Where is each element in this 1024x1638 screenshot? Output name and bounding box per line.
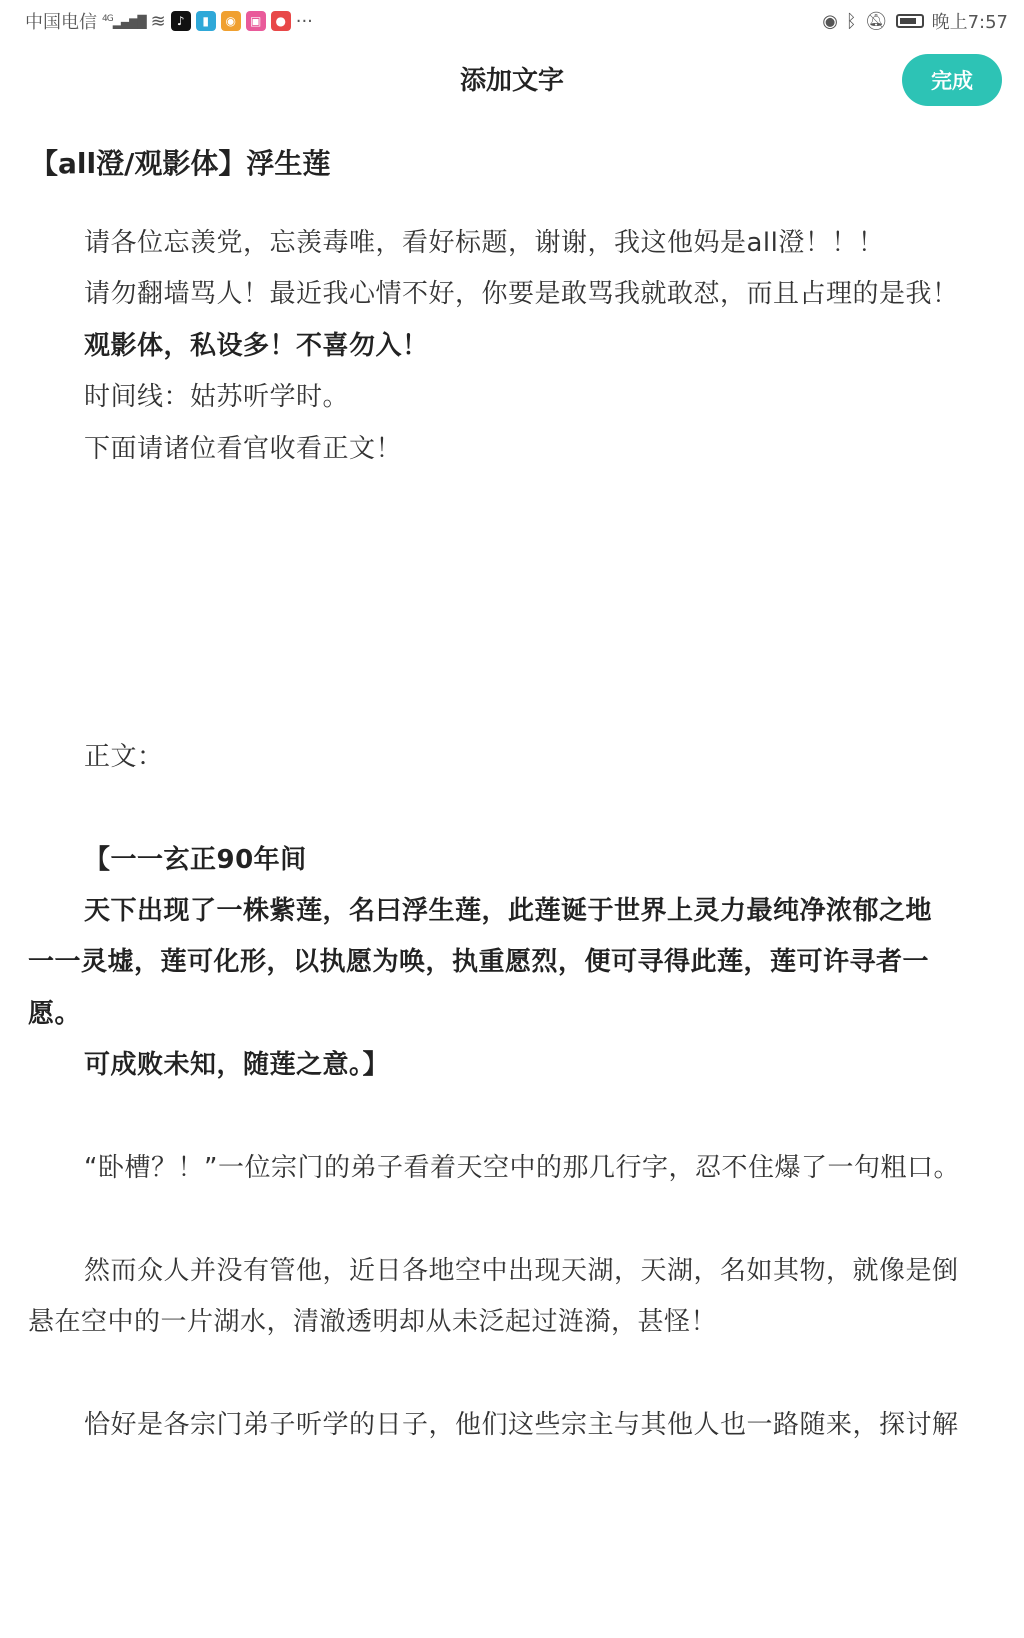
text-line: 请勿翻墙骂人！最近我心情不好，你要是敢骂我就敢怼，而且占理的是我！ <box>84 279 959 310</box>
clock: 晚上7:57 <box>931 12 1008 33</box>
text-line: 可成败未知，随莲之意。】 <box>84 1050 390 1081</box>
text-line: 【一一玄正90年间 <box>84 844 307 875</box>
blank-line <box>28 783 1008 834</box>
text-line: 正文： <box>84 741 164 772</box>
bluetooth-icon: ᛒ <box>845 10 857 32</box>
text-line: 天下出现了一株紫莲，名曰浮生莲，此莲诞于世界上灵力最纯净浓郁之地 <box>84 896 933 927</box>
more-notifications-icon: ··· <box>295 10 313 32</box>
app-notification-icon: ● <box>271 11 291 31</box>
carrier-label: 中国电信 <box>25 12 97 33</box>
blank-line <box>28 526 1008 577</box>
network-type: 4G <box>102 13 113 24</box>
eye-icon: ◉ <box>822 10 838 32</box>
text-line: 恰好是各宗门弟子听学的日子，他们这些宗主与其他人也一路随来，探讨解 <box>84 1409 959 1440</box>
text-line: 愿。 <box>28 998 82 1029</box>
weibo-app-icon: ◉ <box>221 11 241 31</box>
text-line: 一一灵墟，莲可化形，以执愿为唤，执重愿烈，便可寻得此莲，莲可许寻者一 <box>28 947 930 978</box>
battery-icon <box>896 14 924 28</box>
text-line: “卧槽？！”一位宗门的弟子看着天空中的那几行字，忍不住爆了一句粗口。 <box>84 1153 960 1184</box>
blank-line <box>28 1092 1008 1143</box>
blank-line <box>28 681 1008 732</box>
status-bar <box>0 0 1024 40</box>
signal-icon: $^{4G}$▂▄▆█ <box>102 13 146 29</box>
mute-bell-icon: 🔕︎ <box>864 10 888 32</box>
text-line: 请各位忘羡党，忘羡毒唯，看好标题，谢谢，我这他妈是all澄！！！ <box>84 228 885 258</box>
blank-line <box>28 1194 1008 1245</box>
blank-line <box>28 629 1008 680</box>
text-line: 观影体，私设多！不喜勿入！ <box>84 330 429 361</box>
page-title: 添加文字 <box>459 66 564 96</box>
done-button[interactable]: 完成 <box>902 54 1002 106</box>
blank-line <box>28 1349 1008 1400</box>
article-body-editor[interactable] <box>28 218 1008 1451</box>
blank-line <box>28 475 1008 526</box>
wifi-icon: ≋ <box>150 10 166 32</box>
text-line: 悬在空中的一片湖水，清澈透明却从未泛起过涟漪，甚怪！ <box>28 1307 718 1338</box>
reader-app-icon: ▮ <box>196 11 216 31</box>
article-heading[interactable]: 【all澄/观影体】浮生莲 <box>30 147 331 180</box>
tiktok-app-icon: ♪ <box>171 11 191 31</box>
text-line: 然而众人并没有管他，近日各地空中出现天湖，天湖，名如其物，就像是倒 <box>84 1255 959 1286</box>
blank-line <box>28 578 1008 629</box>
text-line: 下面请诸位看官收看正文！ <box>84 433 403 464</box>
text-line: 时间线：姑苏听学时。 <box>84 382 350 413</box>
bilibili-app-icon: ▣ <box>246 11 266 31</box>
